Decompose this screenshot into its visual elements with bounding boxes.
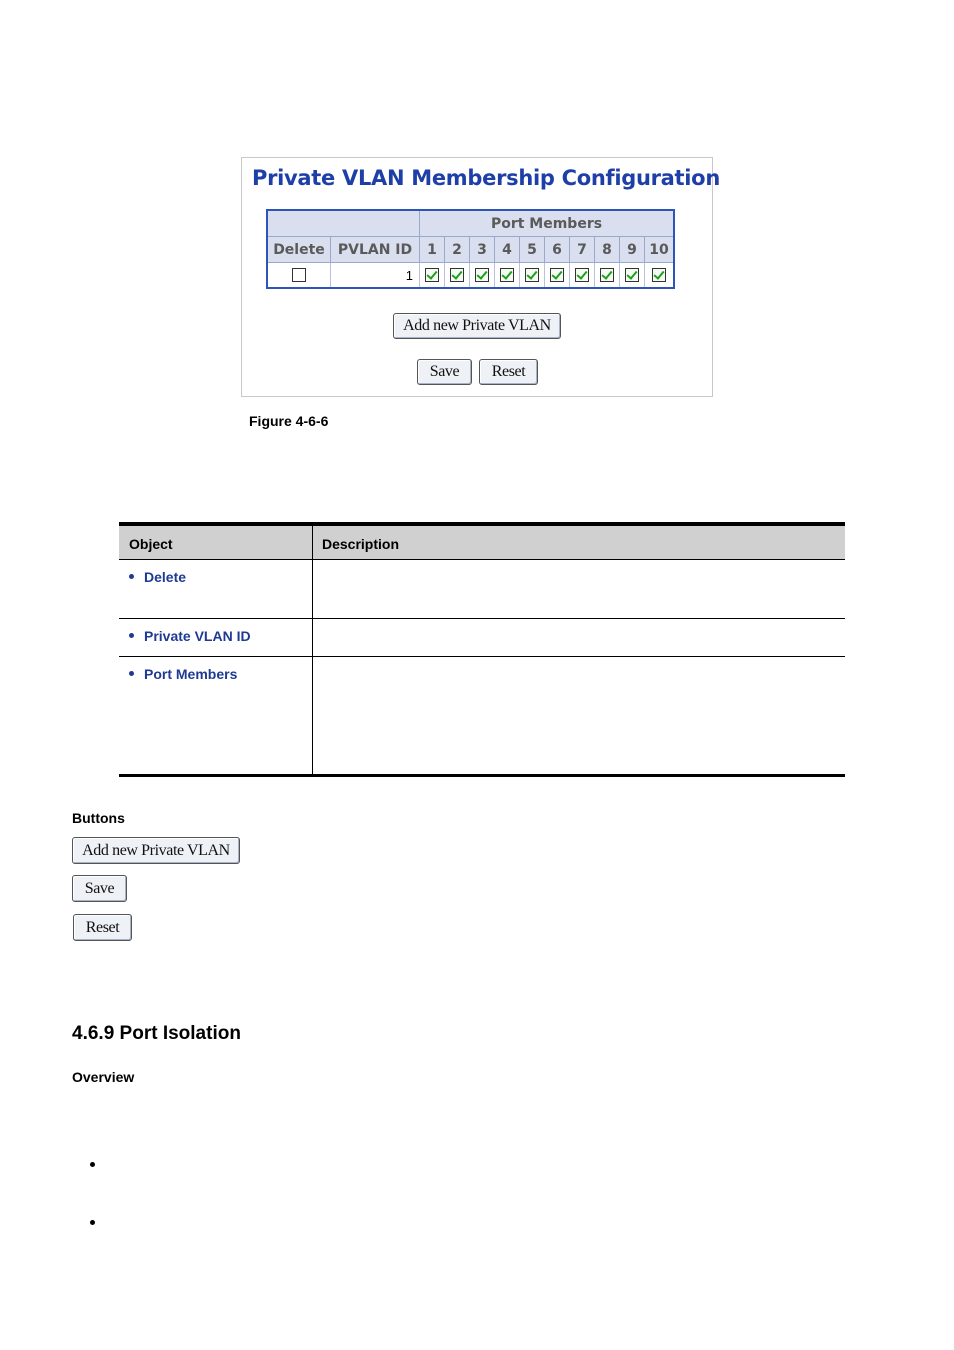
table-row [119, 657, 845, 774]
port-header-9: 9 [620, 237, 645, 263]
table-row [119, 619, 845, 657]
panel-title: Private VLAN Membership Configuration [252, 166, 720, 190]
object-description-table [119, 522, 845, 777]
reset-button[interactable]: Reset [479, 359, 538, 385]
object-cell [119, 560, 313, 618]
pvlan-config-panel [241, 157, 720, 397]
port-member-checkbox-3[interactable] [475, 268, 489, 282]
port-header-5: 5 [520, 237, 545, 263]
add-new-private-vlan-button[interactable]: Add new Private VLAN [393, 313, 561, 339]
bullet-icon [129, 574, 134, 579]
object-label: Port Members [144, 666, 238, 682]
save-button-sample[interactable]: Save [72, 875, 127, 902]
port-member-checkbox-7[interactable] [575, 268, 589, 282]
port-member-checkbox-8[interactable] [600, 268, 614, 282]
port-header-7: 7 [570, 237, 595, 263]
port-member-checkbox-2[interactable] [450, 268, 464, 282]
port-member-checkbox-1[interactable] [425, 268, 439, 282]
object-delete [129, 569, 186, 585]
port-member-checkbox-9[interactable] [625, 268, 639, 282]
port-header-4: 4 [495, 237, 520, 263]
object-column-header: Object [129, 536, 173, 552]
overview-label: Overview [72, 1069, 135, 1085]
object-cell [119, 619, 313, 656]
object-cell [119, 657, 313, 774]
bullet-icon [129, 633, 134, 638]
pvlan-id-value: 1 [331, 263, 420, 289]
object-port-members [129, 666, 237, 682]
save-button[interactable]: Save [417, 359, 472, 385]
port-members-header: Port Members [420, 210, 675, 237]
figure-caption: Figure 4-6-6 [249, 413, 329, 429]
table-header-row [119, 525, 845, 560]
port-header-1: 1 [420, 237, 445, 263]
table-row [119, 560, 845, 619]
table-row [267, 263, 674, 289]
pvlan-id-column-header: PVLAN ID [331, 237, 420, 263]
port-header-3: 3 [470, 237, 495, 263]
bullet-icon [90, 1220, 95, 1225]
object-header-cell [119, 526, 313, 559]
delete-cell [267, 263, 331, 289]
object-label: Delete [144, 569, 187, 585]
table-header-blank [267, 210, 420, 237]
delete-column-header: Delete [267, 237, 331, 263]
object-label: Private VLAN ID [144, 628, 251, 644]
object-private-vlan-id [129, 628, 251, 644]
reset-button-sample[interactable]: Reset [73, 914, 132, 941]
port-header-2: 2 [445, 237, 470, 263]
bullet-icon [129, 671, 134, 676]
buttons-label: Buttons [72, 810, 125, 826]
port-header-8: 8 [595, 237, 620, 263]
port-member-checkbox-6[interactable] [550, 268, 564, 282]
section-heading: 4.6.9 Port Isolation [72, 1023, 241, 1044]
port-header-10: 10 [645, 237, 675, 263]
port-member-checkbox-4[interactable] [500, 268, 514, 282]
port-member-checkbox-10[interactable] [652, 268, 666, 282]
add-new-private-vlan-button-sample[interactable]: Add new Private VLAN [72, 837, 240, 864]
port-member-checkbox-5[interactable] [525, 268, 539, 282]
pvlan-membership-table [266, 209, 675, 289]
bullet-icon [90, 1162, 95, 1167]
description-column-header: Description [322, 536, 400, 552]
port-header-6: 6 [545, 237, 570, 263]
delete-checkbox[interactable] [292, 268, 306, 282]
